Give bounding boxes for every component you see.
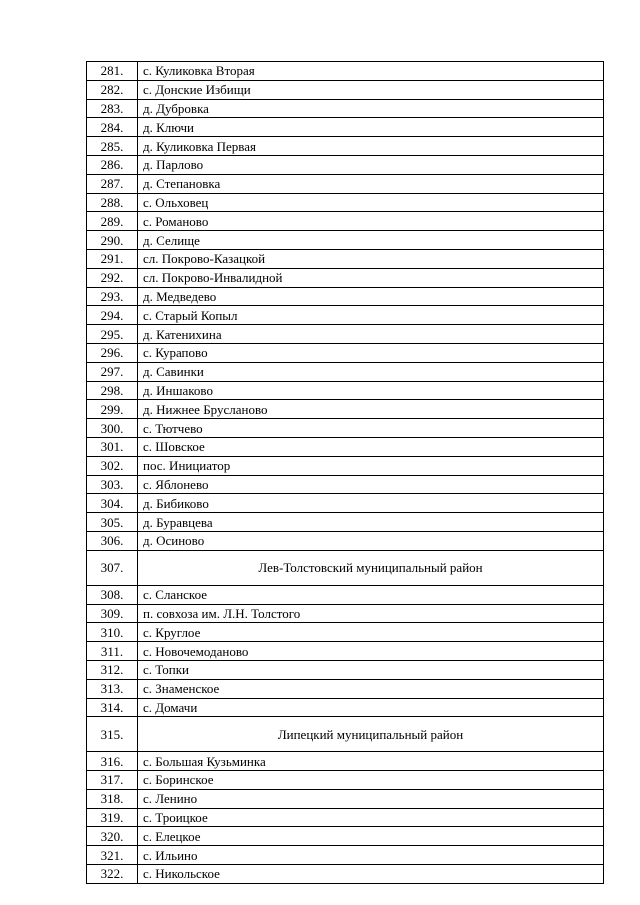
table-row	[87, 137, 604, 156]
row-number: 309.	[87, 604, 138, 623]
row-number: 290.	[87, 231, 138, 250]
row-number: 305.	[87, 513, 138, 532]
settlement-name: д. Дубровка	[138, 99, 604, 118]
table-row	[87, 846, 604, 865]
row-number: 289.	[87, 212, 138, 231]
table-row	[87, 752, 604, 771]
row-number: 307.	[87, 550, 138, 585]
row-number: 321.	[87, 846, 138, 865]
row-number: 322.	[87, 865, 138, 884]
row-number: 319.	[87, 808, 138, 827]
row-number: 313.	[87, 679, 138, 698]
table-row	[87, 437, 604, 456]
settlement-name: с. Донские Избищи	[138, 80, 604, 99]
table-row	[87, 513, 604, 532]
table-row	[87, 193, 604, 212]
row-number: 299.	[87, 400, 138, 419]
district-header-row	[87, 717, 604, 752]
settlement-name: д. Савинки	[138, 362, 604, 381]
table-row	[87, 306, 604, 325]
row-number: 317.	[87, 771, 138, 790]
settlement-name: д. Селище	[138, 231, 604, 250]
row-number: 315.	[87, 717, 138, 752]
table-row	[87, 287, 604, 306]
settlement-name: с. Куликовка Вторая	[138, 62, 604, 81]
table-row	[87, 494, 604, 513]
settlement-name: д. Степановка	[138, 174, 604, 193]
row-number: 292.	[87, 268, 138, 287]
row-number: 286.	[87, 155, 138, 174]
row-number: 314.	[87, 698, 138, 717]
row-number: 320.	[87, 827, 138, 846]
settlement-name: с. Курапово	[138, 343, 604, 362]
row-number: 294.	[87, 306, 138, 325]
settlement-name: д. Медведево	[138, 287, 604, 306]
settlement-name: с. Ильино	[138, 846, 604, 865]
table-row	[87, 827, 604, 846]
table-row	[87, 231, 604, 250]
settlement-name: с. Сланское	[138, 585, 604, 604]
table-row	[87, 99, 604, 118]
table-row	[87, 343, 604, 362]
table-row	[87, 531, 604, 550]
settlement-name: с. Боринское	[138, 771, 604, 790]
settlement-name: д. Бибиково	[138, 494, 604, 513]
table-row	[87, 604, 604, 623]
settlement-name: с. Шовское	[138, 437, 604, 456]
row-number: 297.	[87, 362, 138, 381]
table-row	[87, 155, 604, 174]
settlement-name: д. Куликовка Первая	[138, 137, 604, 156]
settlement-name: с. Никольское	[138, 865, 604, 884]
table-row	[87, 362, 604, 381]
settlement-name: с. Ленино	[138, 789, 604, 808]
settlement-name: п. совхоза им. Л.Н. Толстого	[138, 604, 604, 623]
row-number: 295.	[87, 325, 138, 344]
settlement-name: с. Тютчево	[138, 419, 604, 438]
settlement-name: с. Знаменское	[138, 679, 604, 698]
row-number: 301.	[87, 437, 138, 456]
row-number: 312.	[87, 660, 138, 679]
table-row	[87, 623, 604, 642]
row-number: 283.	[87, 99, 138, 118]
row-number: 284.	[87, 118, 138, 137]
table-row	[87, 419, 604, 438]
settlement-name: с. Большая Кузьминка	[138, 752, 604, 771]
table-row	[87, 62, 604, 81]
settlement-name: с. Топки	[138, 660, 604, 679]
row-number: 300.	[87, 419, 138, 438]
row-number: 318.	[87, 789, 138, 808]
settlement-name: с. Яблонево	[138, 475, 604, 494]
settlement-name: д. Осиново	[138, 531, 604, 550]
settlement-name: с. Елецкое	[138, 827, 604, 846]
settlement-name: с. Старый Копыл	[138, 306, 604, 325]
settlement-name: д. Буравцева	[138, 513, 604, 532]
table-row	[87, 325, 604, 344]
table-row	[87, 642, 604, 661]
table-row	[87, 865, 604, 884]
table-row	[87, 585, 604, 604]
row-number: 285.	[87, 137, 138, 156]
row-number: 296.	[87, 343, 138, 362]
table-row	[87, 381, 604, 400]
settlement-name: пос. Инициатор	[138, 456, 604, 475]
settlement-name: д. Ключи	[138, 118, 604, 137]
row-number: 298.	[87, 381, 138, 400]
district-name: Лев-Толстовский муниципальный район	[138, 550, 604, 585]
settlement-name: сл. Покрово-Инвалидной	[138, 268, 604, 287]
row-number: 306.	[87, 531, 138, 550]
settlement-name: д. Катенихина	[138, 325, 604, 344]
settlement-name: с. Новочемоданово	[138, 642, 604, 661]
table-row	[87, 475, 604, 494]
district-name: Липецкий муниципальный район	[138, 717, 604, 752]
settlement-name: с. Круглое	[138, 623, 604, 642]
row-number: 282.	[87, 80, 138, 99]
table-row	[87, 679, 604, 698]
document-page	[86, 61, 604, 884]
table-row	[87, 268, 604, 287]
settlement-name: д. Иншаково	[138, 381, 604, 400]
table-row	[87, 808, 604, 827]
settlement-name: с. Романово	[138, 212, 604, 231]
table-row	[87, 212, 604, 231]
settlement-name: с. Домачи	[138, 698, 604, 717]
row-number: 308.	[87, 585, 138, 604]
settlement-name: с. Ольховец	[138, 193, 604, 212]
table-row	[87, 771, 604, 790]
table-row	[87, 249, 604, 268]
row-number: 303.	[87, 475, 138, 494]
table-row	[87, 174, 604, 193]
table-row	[87, 400, 604, 419]
table-row	[87, 456, 604, 475]
district-header-row	[87, 550, 604, 585]
table-row	[87, 698, 604, 717]
row-number: 293.	[87, 287, 138, 306]
settlements-table	[86, 61, 604, 884]
row-number: 302.	[87, 456, 138, 475]
row-number: 288.	[87, 193, 138, 212]
table-row	[87, 789, 604, 808]
row-number: 281.	[87, 62, 138, 81]
table-row	[87, 118, 604, 137]
settlement-name: сл. Покрово-Казацкой	[138, 249, 604, 268]
table-row	[87, 660, 604, 679]
row-number: 304.	[87, 494, 138, 513]
row-number: 291.	[87, 249, 138, 268]
table-row	[87, 80, 604, 99]
settlement-name: д. Парлово	[138, 155, 604, 174]
table-body	[87, 62, 604, 884]
row-number: 311.	[87, 642, 138, 661]
settlement-name: д. Нижнее Брусланово	[138, 400, 604, 419]
row-number: 316.	[87, 752, 138, 771]
settlement-name: с. Троицкое	[138, 808, 604, 827]
row-number: 310.	[87, 623, 138, 642]
row-number: 287.	[87, 174, 138, 193]
